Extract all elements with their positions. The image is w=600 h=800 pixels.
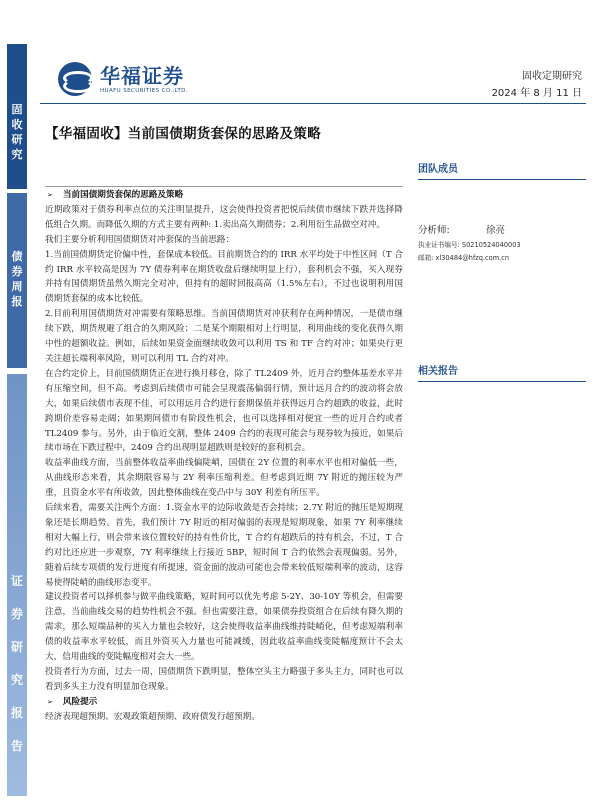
arrow-bullet-icon: ➢ bbox=[47, 191, 53, 199]
sidebar-char: 证 bbox=[10, 574, 23, 588]
sidebar-report-kind bbox=[7, 193, 27, 368]
sidebar-char: 研 bbox=[10, 640, 23, 654]
sidebar-char: 券 bbox=[11, 265, 23, 278]
logo-icon bbox=[58, 62, 92, 96]
paragraph: 我们主要分析利用国债期货对冲套保的当前思路： bbox=[45, 234, 235, 245]
sidebar-char: 收 bbox=[11, 118, 23, 131]
paragraph: 投资者行为方面，过去一周，国债期货下跌明显，整体空头主力略强于多头主力，同时也可以看到多头主力没有明显加仓现象。 bbox=[45, 667, 403, 692]
analyst-email[interactable]: 邮箱: xl30484@hfzq.com.cn bbox=[418, 254, 510, 262]
sidebar-category bbox=[7, 44, 27, 189]
certificate-number: 执业证书编号: S0210524040003 bbox=[418, 241, 521, 249]
section-title: 风险提示 bbox=[62, 696, 98, 707]
paragraph: 建议投资者可以择机参与做平曲线策略，短时间可以优先考虑 5-2Y、30-10Y 等机会，但需要注意，当前曲线交易的趋势性机会不强。但也需要注意，如果债券投资组合在后续有降久期的需求，那么短端品种的买入力量也会较好，这会使得收益率曲线维持陡峭化，但考虑短端利率债的收益率水平较低，而且外资买入力量也可能减缓，因此收益率曲线变陡幅度预计不会太大，信用曲线的变陡幅度相对会大一些。 bbox=[45, 592, 403, 663]
company-logo bbox=[58, 62, 188, 96]
sidebar-char: 究 bbox=[10, 673, 23, 687]
paragraph: 2.目前利用国债期货对冲需要有策略思维。当前国债期货对冲获利存在两种情况，一是债市继续下跌，期货规避了组合的久期风险；二是某个期限相对上行明显，利用曲线的变化获得久期中性的超额收益。例如，后续如果资金面继续收敛可以利用 TS 和 TF 合约对冲；如果央行更关注超长端利率风险，则可以利用 TL 合约对冲。 bbox=[45, 309, 403, 364]
analyst-label: 分析师: bbox=[418, 225, 450, 236]
sidebar-char: 周 bbox=[11, 280, 23, 293]
sidebar-char: 固 bbox=[11, 103, 23, 116]
header-meta bbox=[492, 68, 582, 102]
paragraph: 收益率曲线方面，当前整体收益率曲线偏陡峭，国债在 2Y 位置的利率水平也相对偏低一些，从曲线形态来看，其余期限容易与 2Y 利率压缩利差。但考虑到近期 7Y 附近的抛压较为严重，且资金水平有所收敛，因此整体曲线在变凸中与 30Y 利差有所压平。 bbox=[45, 458, 403, 499]
arrow-bullet-icon: ➢ bbox=[47, 697, 53, 706]
report-date: 2024 年 8 月 11 日 bbox=[491, 88, 582, 99]
paragraph: 近期政策对于债券利率点位的关注明显提升，这会使得投资者把悦后续债市继续下跌并选择降低组合久期。而降低久期的方式主要有两种: 1.卖出高久期债券；2.利用衍生品做空对冲。 bbox=[45, 204, 403, 230]
logo-english-name: HUAFU SECURITIES CO.,LTD. bbox=[100, 87, 188, 94]
sidebar-char: 研 bbox=[11, 133, 23, 146]
logo-chinese-name: 华福证券 bbox=[100, 63, 184, 88]
paragraph: 后续来看，需要关注两个方面：1.资金水平的边际收敛是否会持续；2.7Y 附近的抛压是短期现象还是长期趋势。首先，我们预计 7Y 附近的相对偏弱的表现是短期现象，如果 7Y 利率继续相对大幅上行，则会带来该位置较好的持有性价比，T 合约有超跌后的持有机会，不过，T 合约对比还应进一步观察，7Y 利率继续上行接近 5BP，短时间 T 合约依然会表现偏弱。另外，随着后续专项债的发行进度有所提速，资金面的波动可能也会带来较低短端利率的波动，这容易使得陡峭的曲线形态变平。 bbox=[45, 503, 403, 588]
sidebar-char: 债 bbox=[11, 250, 23, 263]
sidebar-char: 券 bbox=[10, 607, 23, 621]
section-heading bbox=[45, 695, 403, 710]
sidebar-char: 究 bbox=[11, 148, 23, 161]
sidebar-research-report bbox=[7, 374, 27, 796]
paragraph: 1.当前国债期货定价偏中性，套保成本较低。目前期货合约的 IRR 水平均处于中性区间（T 合约 IRR 水平较高是因为 7Y 债券利率在期货收盘后继续明显上行），套利机会不强，买入现券并持有国债期货虽然久期完全对冲，但持有的超时回报高高（1.5%左右），不过也说明利用国债期货套保的成本比较低。 bbox=[45, 249, 403, 305]
sidebar-char: 告 bbox=[10, 739, 23, 753]
team-heading: 团队成员 bbox=[418, 160, 586, 180]
sidebar-char: 报 bbox=[10, 706, 23, 720]
report-type: 固收定期研究 bbox=[522, 71, 582, 82]
analyst-card bbox=[418, 222, 586, 262]
body-divider bbox=[45, 186, 403, 187]
section-title: 当前国债期货套保的思路及策略 bbox=[62, 190, 184, 200]
risk-paragraph: 经济表现超预期、宏观政策超预期、政府债发行超预期。 bbox=[45, 711, 260, 722]
related-reports-heading: 相关报告 bbox=[418, 362, 586, 382]
header-divider bbox=[40, 103, 586, 104]
report-title: 【华福固收】当前国债期货套保的思路及策略 bbox=[45, 126, 321, 142]
analyst-name: 徐亮 bbox=[486, 225, 506, 236]
right-column bbox=[418, 160, 586, 377]
section-heading bbox=[45, 188, 403, 203]
paragraph: 在合约定价上，目前国债期货正在进行换月移仓，除了 TL2409 外，近月合约整体基差水平并有压缩空间，但不高。考虑到后续债市可能会呈现震荡偏弱行情，预计远月合约的波动将会放大，如果后续债市表现不佳，可以用远月合约进行套期保值并获得远月合约超跌的收益，此时跨期价差容易走阔；如果期间债市有阶段性机会，也可以选择相对便宜一些的近月合约或者 TL2409 参与。另外，由于临近交割，整体 2409 合约的表现可能会与现券较为接近，如果后续市场在下跌过程中，2409 合约出现明显超跌则是较好的套利机会。 bbox=[45, 368, 403, 454]
sidebar-char: 报 bbox=[11, 295, 23, 308]
report-body bbox=[45, 188, 403, 725]
side-strip bbox=[7, 44, 27, 796]
